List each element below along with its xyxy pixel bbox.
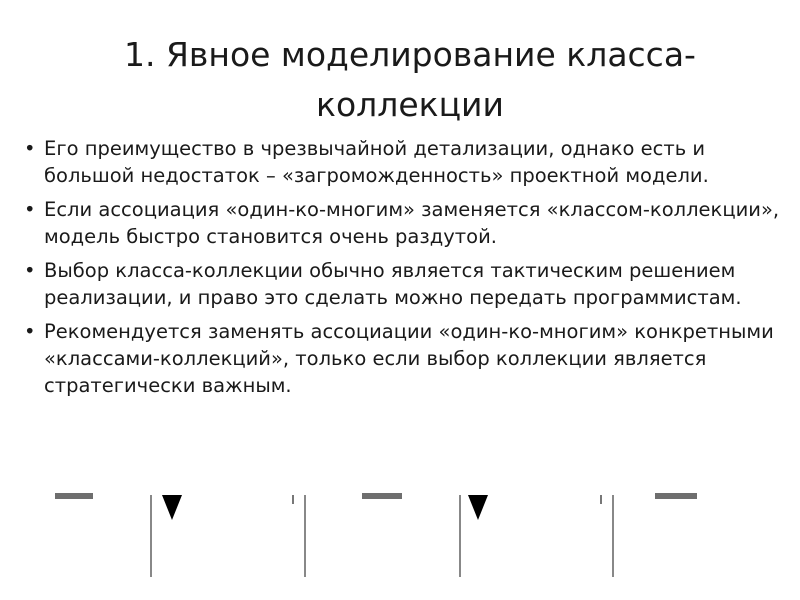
bullet-marker: • <box>24 320 36 343</box>
lifelines <box>151 495 613 577</box>
bullet-text: Его преимущество в чрезвычайной детализации, однако есть и большой недостаток – «загроможденность» проектной модели. <box>44 137 709 187</box>
bullet-marker: • <box>24 259 36 282</box>
bullet-list <box>24 135 784 406</box>
bullet-marker: • <box>24 198 36 221</box>
arrowhead-right-icon <box>468 495 488 520</box>
bullet-item <box>24 135 784 189</box>
bullet-text: Если ассоциация «один-ко-многим» заменяется «классом-коллекции», модель быстро становится очень раздутой. <box>44 198 780 248</box>
bullet-item <box>24 318 784 399</box>
arrowhead-left-icon <box>162 495 182 520</box>
bullet-text: Выбор класса-коллекции обычно является тактическим решением реализации, и право это сделать можно передать программистам. <box>44 259 742 309</box>
tick-marks <box>292 495 602 504</box>
bullet-text: Рекомендуется заменять ассоциации «один-ко-многим» конкретными «классами-коллекций», только если выбор коллекции является стратегически важным. <box>44 320 774 397</box>
bullet-item <box>24 196 784 250</box>
slide-title: 1. Явное моделирование класса-коллекции <box>124 35 696 124</box>
bullet-item <box>24 257 784 311</box>
bullet-marker: • <box>24 137 36 160</box>
diagram-fragment <box>0 480 800 580</box>
